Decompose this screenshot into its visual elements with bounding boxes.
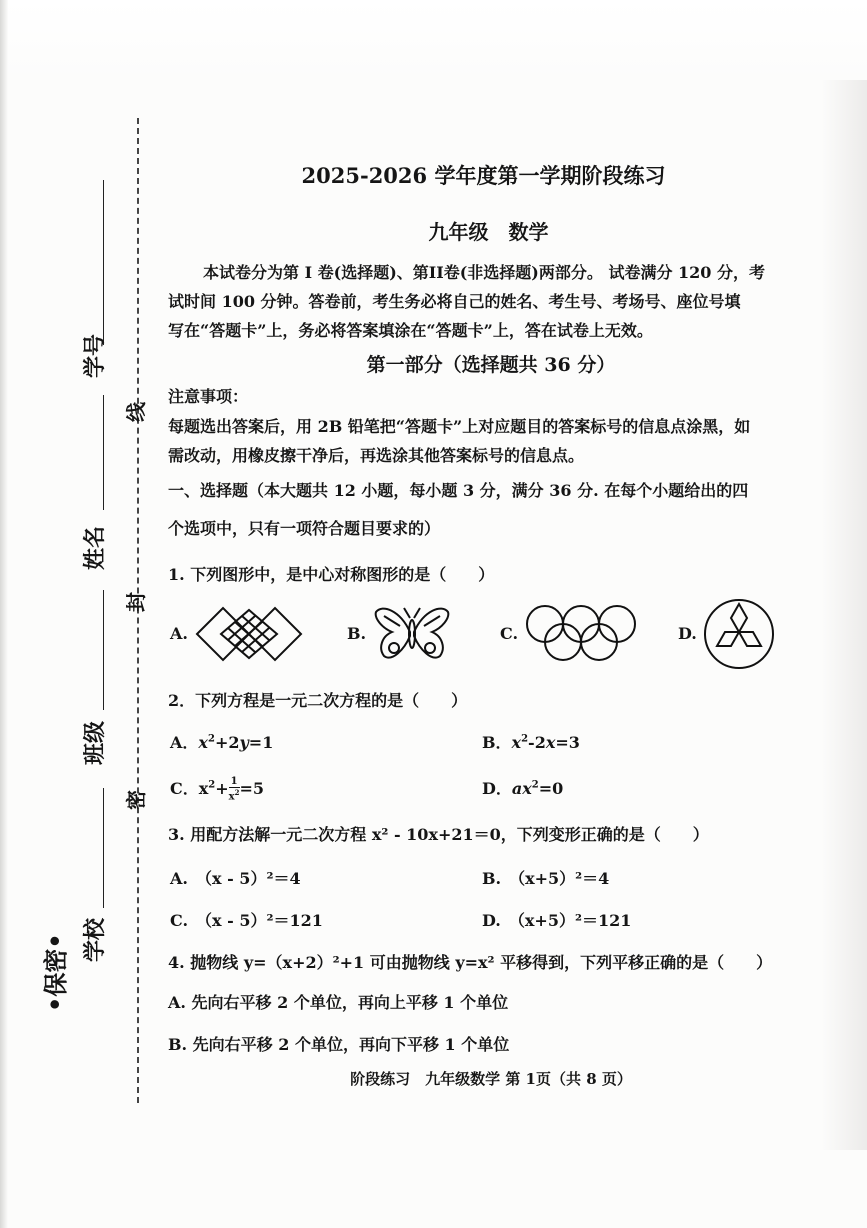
q2-c-frac-num: 1 bbox=[230, 775, 238, 787]
seal-feng: 封 bbox=[124, 592, 148, 612]
q2-c-expr: $x^2+$ $\frac{1}{x^2}$ =5 bbox=[198, 775, 265, 803]
q4-stem: 4. 抛物线 y=（x+2）²+1 可由抛物线 y=x² 平移得到，下列平移正确的是（ ） bbox=[168, 953, 773, 972]
scan-shadow-top bbox=[0, 0, 867, 80]
q3-option-b: B. （x+5）²＝4 bbox=[482, 869, 610, 888]
q4-option-a: A. 先向右平移 2 个单位，再向上平移 1 个单位 bbox=[168, 993, 509, 1012]
banji-label: 班级 bbox=[82, 720, 108, 765]
q2-a-expr: $x^2+2y=1$ bbox=[198, 733, 274, 752]
part1-title: 第一部分（选择题共 36 分） bbox=[366, 354, 616, 376]
q2-c-label: C． bbox=[170, 779, 199, 798]
q2-b-label: B． bbox=[482, 733, 512, 752]
exam-title: 2025-2026 学年度第一学期阶段练习 bbox=[301, 163, 666, 188]
q3-option-d: D. （x+5）²＝121 bbox=[482, 911, 632, 930]
q2-stem: 2．下列方程是一元二次方程的是（ ） bbox=[168, 691, 468, 710]
notice-title: 注意事项： bbox=[168, 387, 249, 406]
q2-d-label: D． bbox=[482, 779, 512, 798]
baomi-label: •保密• bbox=[41, 933, 70, 1012]
section-line-2: 个选项中，只有一项符合题目要求的） bbox=[168, 519, 441, 538]
mitsubishi-figure bbox=[703, 598, 775, 670]
q2-option-b bbox=[482, 730, 580, 753]
notice-line-1: 每题选出答案后，用 2B 铅笔把“答题卡”上对应题目的答案标号的信息点涂黑，如 bbox=[168, 417, 751, 436]
xuexiao-label: 学校 bbox=[82, 917, 108, 962]
q3-stem: 3. 用配方法解一元二次方程 x² - 10x+21＝0，下列变形正确的是（ ） bbox=[168, 825, 709, 844]
xingming-underline bbox=[103, 395, 104, 510]
xuehao-label: 学号 bbox=[82, 333, 108, 378]
q1-option-b-label: B. bbox=[347, 624, 367, 643]
notice-line-2: 需改动，用橡皮擦干净后，再选涂其他答案标号的信息点。 bbox=[168, 446, 585, 465]
xuexiao-underline bbox=[103, 788, 104, 908]
q2-b-expr: $x^2-2x=3$ bbox=[511, 733, 580, 752]
intro-line-2: 试时间 100 分钟。答卷前，考生务必将自己的姓名、考生号、考场号、座位号填 bbox=[168, 292, 741, 311]
q3-option-c: C. （x - 5）²＝121 bbox=[170, 911, 323, 930]
q3-option-a: A. （x - 5）²＝4 bbox=[170, 869, 301, 888]
q4-option-b: B. 先向右平移 2 个单位，再向下平移 1 个单位 bbox=[168, 1035, 510, 1054]
q2-option-c bbox=[170, 776, 264, 802]
page-footer: 阶段练习 九年级数学 第 1页（共 8 页） bbox=[350, 1070, 632, 1088]
q2-a-label: A． bbox=[170, 733, 199, 752]
seal-xian: 线 bbox=[124, 402, 148, 422]
section-line-1: 一、选择题（本大题共 12 小题，每小题 3 分，满分 36 分. 在每个小题给出的四 bbox=[168, 481, 749, 500]
intro-line-1: 本试卷分为第 I 卷(选择题)、第II卷(非选择题)两部分。 试卷满分 120 分，考 bbox=[203, 263, 765, 282]
q2-c-tail: =5 bbox=[239, 779, 265, 798]
xuehao-underline bbox=[103, 180, 104, 345]
xingming-label: 姓名 bbox=[82, 525, 108, 570]
q1-stem: 1. 下列图形中，是中心对称图形的是（ ） bbox=[168, 565, 495, 584]
q2-option-d bbox=[482, 776, 563, 799]
chinese-knot-figure bbox=[195, 606, 305, 662]
seal-mi: 密 bbox=[124, 790, 148, 810]
q1-option-c-label: C. bbox=[500, 624, 519, 643]
q1-option-d-label: D. bbox=[678, 624, 697, 643]
q1-option-a-label: A. bbox=[170, 624, 188, 643]
intro-line-3: 写在“答题卡”上，务必将答案填涂在“答题卡”上，答在试卷上无效。 bbox=[168, 321, 653, 340]
q2-option-a bbox=[170, 730, 273, 753]
butterfly-figure bbox=[372, 604, 452, 662]
olympic-rings-figure bbox=[525, 604, 639, 662]
banji-underline bbox=[103, 590, 104, 710]
q2-d-expr: $ax^2=0$ bbox=[511, 779, 564, 798]
exam-subtitle: 九年级 数学 bbox=[428, 220, 549, 244]
